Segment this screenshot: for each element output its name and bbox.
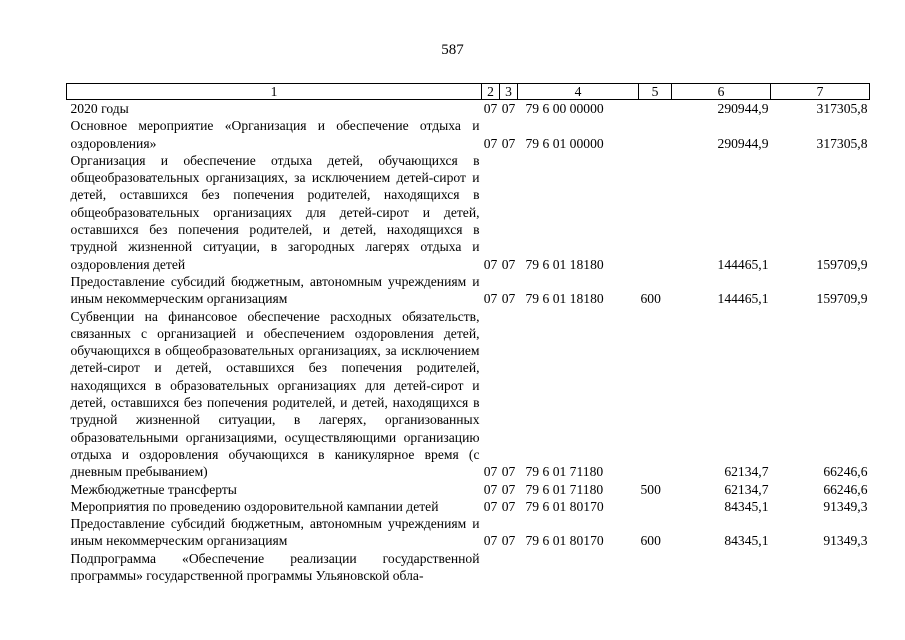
row-subsection: 07 bbox=[501, 481, 516, 497]
row-target-article: 79 6 01 71180 bbox=[525, 464, 604, 480]
column-header-section: 2 bbox=[482, 84, 500, 100]
row-amount-year-2: 317305,8 bbox=[816, 101, 868, 116]
row-name: Подпрограмма «Обеспечение реализации государственной программы» государственной программы Ульяновской обла- bbox=[70, 550, 480, 584]
column-header-name: 1 bbox=[67, 84, 482, 100]
row-expense-type: 600 bbox=[640, 291, 661, 307]
row-expense-type bbox=[639, 550, 672, 585]
row-expense-type bbox=[639, 100, 672, 118]
table-row bbox=[67, 515, 870, 550]
row-target-article: 79 6 01 80170 bbox=[525, 533, 604, 549]
row-section bbox=[482, 550, 500, 585]
row-section: 07 bbox=[483, 481, 498, 497]
row-amount-year-1: 144465,1 bbox=[717, 291, 769, 307]
row-amount-year-2: 91349,3 bbox=[823, 533, 868, 549]
row-amount-year-2: 66246,6 bbox=[823, 481, 868, 497]
row-target-article: 79 6 01 18180 bbox=[525, 291, 604, 307]
column-header-subsection: 3 bbox=[500, 84, 518, 100]
table-header-row bbox=[67, 84, 870, 100]
row-subsection: 07 bbox=[501, 135, 516, 151]
table-row bbox=[67, 308, 870, 481]
table-row bbox=[67, 273, 870, 308]
row-amount-year-2 bbox=[771, 550, 870, 585]
row-section: 07 bbox=[483, 135, 498, 151]
row-name: Субвенции на финансовое обеспечение расходных обязательств, связанных с организацией и обеспечением оздоровления детей, обучающихся в общеобразовательных организациях, за исключением детей-сирот и детей, оставшихся без попечения родителей, находящихся в образовательных организациях для детей-сирот и детей, оставшихся без попечения родителей, и детей, находящихся в трудной жизненной ситуации, в лагерях, организованных образовательными организациями, осуществляющими организацию отдыха и оздоровления обучающихся в каникулярное время (с дневным пребыванием) bbox=[70, 308, 480, 480]
row-section: 07 bbox=[483, 291, 498, 307]
column-header-expense-type: 5 bbox=[639, 84, 672, 100]
row-target-article: 79 6 01 71180 bbox=[525, 481, 604, 497]
table-row bbox=[67, 498, 870, 515]
row-expense-type: 500 bbox=[640, 481, 661, 497]
row-amount-year-1: 290944,9 bbox=[717, 101, 769, 116]
row-section: 07 bbox=[483, 533, 498, 549]
row-expense-type bbox=[639, 117, 672, 152]
row-subsection: 07 bbox=[501, 101, 516, 116]
row-amount-year-1 bbox=[672, 550, 771, 585]
row-section: 07 bbox=[483, 464, 498, 480]
row-amount-year-1: 84345,1 bbox=[724, 498, 769, 514]
table-row bbox=[67, 117, 870, 152]
page-number: 587 bbox=[441, 42, 464, 58]
row-amount-year-1: 84345,1 bbox=[724, 533, 769, 549]
row-section: 07 bbox=[483, 256, 498, 272]
row-amount-year-2: 159709,9 bbox=[816, 256, 868, 272]
column-header-amount-year-1: 6 bbox=[672, 84, 771, 100]
row-name: Мероприятия по проведению оздоровительной кампании детей bbox=[70, 498, 439, 514]
row-name: Предоставление субсидий бюджетным, автономным учреждениям и иным некоммерческим организациям bbox=[70, 273, 480, 307]
row-amount-year-2: 159709,9 bbox=[816, 291, 868, 307]
table-row bbox=[67, 550, 870, 585]
table-row bbox=[67, 481, 870, 498]
row-target-article: 79 6 01 80170 bbox=[525, 498, 604, 514]
row-amount-year-2: 91349,3 bbox=[823, 498, 868, 514]
row-amount-year-2: 317305,8 bbox=[816, 135, 868, 151]
column-header-amount-year-2: 7 bbox=[771, 84, 870, 100]
row-subsection: 07 bbox=[501, 256, 516, 272]
row-target-article bbox=[518, 550, 639, 585]
row-section: 07 bbox=[483, 498, 498, 514]
row-name: Предоставление субсидий бюджетным, автономным учреждениям и иным некоммерческим организациям bbox=[70, 516, 480, 549]
row-subsection: 07 bbox=[501, 291, 516, 307]
row-expense-type: 600 bbox=[640, 533, 661, 549]
row-expense-type bbox=[639, 308, 672, 481]
row-target-article: 79 6 01 00000 bbox=[525, 135, 604, 151]
row-amount-year-1: 144465,1 bbox=[717, 256, 769, 272]
row-name: Организация и обеспечение отдыха детей, обучающихся в общеобразовательных организациях, за исключением детей-сирот и детей, оставшихся без попечения родителей, находящихся в общеобразовательных организациях для детей-сирот и детей, оставшихся без попечения родителей, и детей, находящихся в трудной жизненной ситуации, в загородных лагерях отдыха и оздоровления детей bbox=[70, 152, 480, 272]
budget-table bbox=[66, 83, 870, 584]
row-amount-year-1: 62134,7 bbox=[724, 481, 769, 497]
row-target-article: 79 6 00 00000 bbox=[525, 101, 604, 116]
row-amount-year-1: 62134,7 bbox=[724, 464, 769, 480]
row-subsection: 07 bbox=[501, 533, 516, 549]
row-subsection: 07 bbox=[501, 498, 516, 514]
row-target-article: 79 6 01 18180 bbox=[525, 256, 604, 272]
table-row bbox=[67, 152, 870, 273]
row-name: Межбюджетные трансферты bbox=[70, 481, 237, 497]
column-header-target-article: 4 bbox=[518, 84, 639, 100]
row-name: 2020 годы bbox=[70, 101, 129, 116]
table-row bbox=[67, 100, 870, 118]
row-expense-type bbox=[639, 152, 672, 273]
row-name: Основное мероприятие «Организация и обеспечение отдыха и оздоровления» bbox=[70, 118, 480, 151]
row-section: 07 bbox=[483, 101, 498, 116]
row-subsection: 07 bbox=[501, 464, 516, 480]
row-amount-year-2: 66246,6 bbox=[823, 464, 868, 480]
row-subsection bbox=[500, 550, 518, 585]
row-expense-type bbox=[639, 498, 672, 515]
row-amount-year-1: 290944,9 bbox=[717, 135, 769, 151]
